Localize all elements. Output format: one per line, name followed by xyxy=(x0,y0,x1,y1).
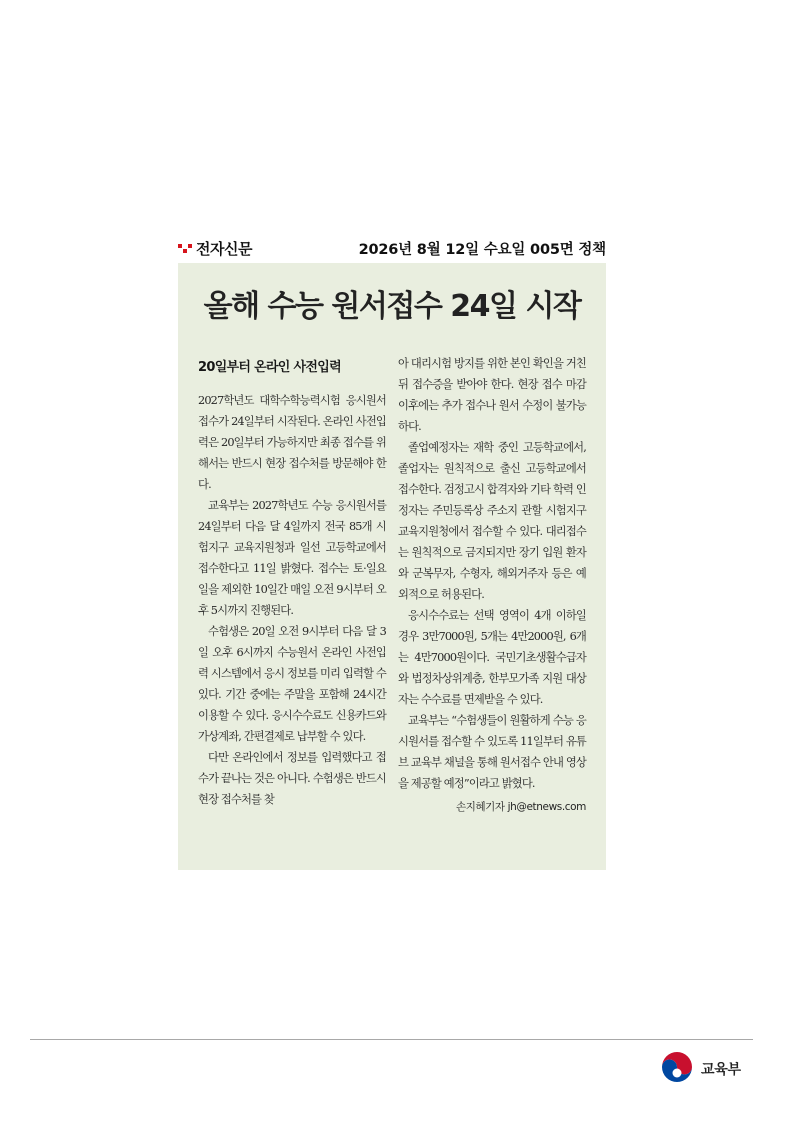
article-column-left xyxy=(198,358,386,810)
article-paragraph: 다만 온라인에서 정보를 입력했다고 접수가 끝나는 것은 아니다. 수험생은 반드시 현장 접수처를 찾 xyxy=(198,751,386,806)
article-paragraph: 교육부는 “수험생들이 원활하게 수능 응시원서를 접수할 수 있도록 11일부터 유튜브 교육부 채널을 통해 원서접수 안내 영상을 제공할 예정”이라고 밝혔다. xyxy=(398,714,586,790)
article-paragraph: 응시수수료는 선택 영역이 4개 이하일 경우 3만7000원, 5개는 4만2000원, 6개는 4만7000원이다. 국민기초생활수급자와 법정차상위계층, 한부모가족 지원 대상자는 수수료를 면제받을 수 있다. xyxy=(398,609,586,706)
masthead xyxy=(178,233,606,263)
article-subhead: 20일부터 온라인 사전입력 xyxy=(198,360,341,375)
article-column-right xyxy=(398,353,586,818)
footer-divider xyxy=(30,1039,753,1040)
article-paragraph: 수험생은 20일 오전 9시부터 다음 달 3일 오후 6시까지 수능원서 온라인 사전입력 시스템에서 응시 정보를 미리 입력할 수 있다. 기간 중에는 주말을 포함해 24시간 이용할 수 있다. 응시수수료도 신용카드와 가상계좌, 간편결제로 납부할 수 있다. xyxy=(198,625,386,743)
newspaper-name: 전자신문 xyxy=(196,239,252,258)
dateline: 2026년 8월 12일 수요일 005면 정책 xyxy=(358,241,606,258)
news-clipping xyxy=(178,263,606,870)
article-paragraph: 졸업예정자는 재학 중인 고등학교에서, 졸업자는 원칙적으로 출신 고등학교에서 접수한다. 검정고시 합격자와 기타 학력 인정자는 주민등록상 주소지 관할 시험지구 교육지원청에서 접수할 수 있다. 대리접수는 원칙적으로 금지되지만 장기 입원 환자와 군복무자, 수형자, 해외거주자 등은 예외적으로 허용된다. xyxy=(398,441,586,601)
article-headline: 올해 수능 원서접수 24일 시작 xyxy=(203,289,581,324)
newspaper-brand xyxy=(178,238,252,259)
ministry-name: 교육부 xyxy=(701,1062,741,1078)
taegeuk-emblem-icon xyxy=(659,1051,695,1087)
article-byline: 손지혜기자 jh@etnews.com xyxy=(455,801,586,813)
article-paragraph: 교육부는 2027학년도 수능 응시원서를 24일부터 다음 달 4일까지 전국 85개 시험지구 교육지원청과 일선 고등학교에서 접수한다고 11일 밝혔다. 접수는 토·일요일을 제외한 10일간 매일 오전 9시부터 오후 5시까지 진행된다. xyxy=(198,499,386,617)
etnews-logo-icon xyxy=(178,241,193,256)
article-paragraph: 아 대리시험 방지를 위한 본인 확인을 거친 뒤 접수증을 받아야 한다. 현장 접수 마감 이후에는 추가 접수나 원서 수정이 불가능하다. xyxy=(398,357,586,433)
ministry-logo xyxy=(659,1051,741,1087)
article-paragraph: 2027학년도 대학수학능력시험 응시원서 접수가 24일부터 시작된다. 온라인 사전입력은 20일부터 가능하지만 최종 접수를 위해서는 반드시 현장 접수처를 방문해야 한다. xyxy=(198,394,386,491)
